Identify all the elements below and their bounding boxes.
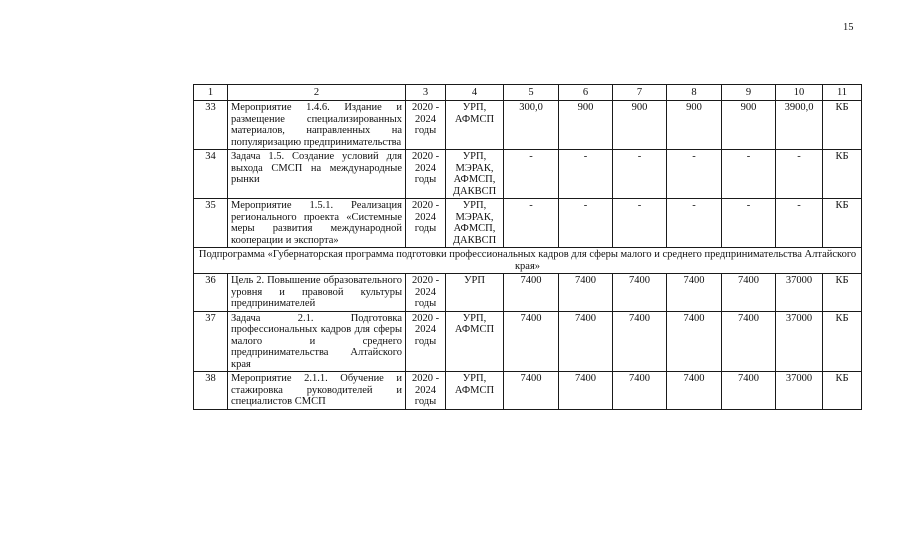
period-line: годы bbox=[414, 298, 437, 309]
row-value: 7400 bbox=[613, 372, 667, 410]
period-line: годы bbox=[414, 335, 437, 347]
row-value: - bbox=[722, 150, 776, 199]
header-cell: 3 bbox=[406, 85, 446, 101]
table-row bbox=[194, 150, 862, 199]
row-value: - bbox=[776, 150, 823, 199]
subprogram-title: Подпрограмма «Губернаторская программа подготовки профессиональных кадров для сферы малого и среднего предпринимательства Алтайского края» bbox=[194, 248, 862, 274]
row-value: 900 bbox=[722, 101, 776, 150]
table-body bbox=[194, 101, 862, 410]
row-value: 7400 bbox=[504, 372, 559, 410]
period-line: 2024 bbox=[415, 384, 436, 396]
header-cell: 8 bbox=[667, 85, 722, 101]
executor-line: УРП bbox=[464, 275, 485, 286]
row-period bbox=[406, 150, 446, 199]
executor-line: АФМСП bbox=[454, 384, 495, 396]
table-row bbox=[194, 199, 862, 248]
row-name: Задача 1.5. Создание условий для выхода СМСП на международные рынки bbox=[228, 150, 406, 199]
header-cell: 6 bbox=[559, 85, 613, 101]
row-value: - bbox=[504, 150, 559, 199]
row-name: Задача 2.1. Подготовка профессиональных кадров для сферы малого и среднего предпринимательства Алтайского края bbox=[228, 311, 406, 372]
period-line: 2024 bbox=[415, 113, 436, 125]
table-row bbox=[194, 101, 862, 150]
row-value: 7400 bbox=[559, 372, 613, 410]
table-row bbox=[194, 311, 862, 372]
row-value: - bbox=[559, 199, 613, 248]
period-line: 2024 bbox=[415, 324, 436, 335]
row-value: 37000 bbox=[776, 311, 823, 372]
row-source: КБ bbox=[823, 274, 862, 312]
program-table bbox=[193, 84, 862, 410]
row-value: 7400 bbox=[667, 274, 722, 312]
period-line: 2024 bbox=[415, 162, 436, 174]
header-cell: 10 bbox=[776, 85, 823, 101]
header-cell: 11 bbox=[823, 85, 862, 101]
row-value: 7400 bbox=[667, 372, 722, 410]
row-value: 300,0 bbox=[504, 101, 559, 150]
row-value: - bbox=[504, 199, 559, 248]
row-executors bbox=[446, 274, 504, 312]
row-number: 33 bbox=[194, 101, 228, 150]
executor-line: АФМСП, bbox=[453, 223, 496, 234]
header-row bbox=[194, 85, 862, 101]
table-header bbox=[194, 85, 862, 101]
executor-line: УРП, bbox=[462, 312, 487, 324]
row-value: 7400 bbox=[613, 274, 667, 312]
header-cell: 2 bbox=[228, 85, 406, 101]
period-line: годы bbox=[414, 125, 437, 136]
executor-line: УРП, bbox=[462, 151, 487, 162]
row-executors bbox=[446, 372, 504, 410]
subprogram-row bbox=[194, 248, 862, 274]
row-executors bbox=[446, 101, 504, 150]
row-value: - bbox=[722, 199, 776, 248]
row-number: 37 bbox=[194, 311, 228, 372]
row-value: 7400 bbox=[504, 311, 559, 372]
executor-line: АФМСП bbox=[454, 113, 495, 125]
row-value: 7400 bbox=[722, 274, 776, 312]
period-line: 2020 - bbox=[411, 151, 440, 162]
row-value: 37000 bbox=[776, 372, 823, 410]
row-period bbox=[406, 372, 446, 410]
row-number: 36 bbox=[194, 274, 228, 312]
executor-line: МЭРАК, bbox=[455, 211, 494, 223]
header-cell: 9 bbox=[722, 85, 776, 101]
row-executors bbox=[446, 199, 504, 248]
row-value: - bbox=[667, 199, 722, 248]
executor-line: АФМСП bbox=[454, 324, 495, 335]
row-value: - bbox=[613, 150, 667, 199]
row-source: КБ bbox=[823, 150, 862, 199]
row-number: 35 bbox=[194, 199, 228, 248]
header-cell: 4 bbox=[446, 85, 504, 101]
row-number: 38 bbox=[194, 372, 228, 410]
row-value: 7400 bbox=[722, 311, 776, 372]
executor-line: УРП, bbox=[462, 200, 487, 211]
row-period bbox=[406, 274, 446, 312]
header-cell: 5 bbox=[504, 85, 559, 101]
header-cell: 1 bbox=[194, 85, 228, 101]
period-line: годы bbox=[414, 223, 437, 234]
row-value: 37000 bbox=[776, 274, 823, 312]
executor-line: УРП, bbox=[462, 102, 487, 113]
row-number: 34 bbox=[194, 150, 228, 199]
header-cell: 7 bbox=[613, 85, 667, 101]
row-name: Мероприятие 1.5.1. Реализация регионального проекта «Системные меры развития международной кооперации и экспорта» bbox=[228, 199, 406, 248]
row-source: КБ bbox=[823, 101, 862, 150]
executor-line: ДАКВСП bbox=[452, 234, 497, 246]
row-source: КБ bbox=[823, 311, 862, 372]
period-line: 2020 - bbox=[411, 373, 440, 384]
row-value: 7400 bbox=[722, 372, 776, 410]
page-number: 15 bbox=[843, 22, 854, 33]
executor-line: УРП, bbox=[462, 373, 487, 384]
period-line: годы bbox=[414, 174, 437, 185]
row-value: - bbox=[613, 199, 667, 248]
row-source: КБ bbox=[823, 199, 862, 248]
row-value: 3900,0 bbox=[776, 101, 823, 150]
row-value: - bbox=[559, 150, 613, 199]
row-value: 7400 bbox=[667, 311, 722, 372]
period-line: 2024 bbox=[415, 286, 436, 298]
period-line: 2020 - bbox=[411, 102, 440, 113]
row-period bbox=[406, 101, 446, 150]
row-value: 7400 bbox=[504, 274, 559, 312]
row-name: Цель 2. Повышение образовательного уровня и правовой культуры предпринимателей bbox=[228, 274, 406, 312]
table-row bbox=[194, 274, 862, 312]
period-line: 2020 - bbox=[411, 275, 440, 286]
table-row bbox=[194, 372, 862, 410]
row-value: 900 bbox=[613, 101, 667, 150]
executor-line: АФМСП, bbox=[453, 174, 496, 185]
row-name: Мероприятие 1.4.6. Издание и размещение специализированных материалов, направленных на популяризацию предпринимательства bbox=[228, 101, 406, 150]
row-value: 7400 bbox=[559, 311, 613, 372]
row-value: - bbox=[667, 150, 722, 199]
row-executors bbox=[446, 150, 504, 199]
period-line: 2020 - bbox=[411, 200, 440, 211]
row-period bbox=[406, 311, 446, 372]
row-value: 900 bbox=[667, 101, 722, 150]
row-name: Мероприятие 2.1.1. Обучение и стажировка руководителей и специалистов СМСП bbox=[228, 372, 406, 410]
executor-line: ДАКВСП bbox=[452, 185, 497, 197]
row-period bbox=[406, 199, 446, 248]
row-value: 7400 bbox=[613, 311, 667, 372]
row-value: - bbox=[776, 199, 823, 248]
row-source: КБ bbox=[823, 372, 862, 410]
row-value: 900 bbox=[559, 101, 613, 150]
row-value: 7400 bbox=[559, 274, 613, 312]
period-line: 2024 bbox=[415, 211, 436, 223]
period-line: 2020 - bbox=[411, 312, 440, 324]
row-executors bbox=[446, 311, 504, 372]
executor-line: МЭРАК, bbox=[455, 162, 494, 174]
period-line: годы bbox=[414, 396, 437, 407]
